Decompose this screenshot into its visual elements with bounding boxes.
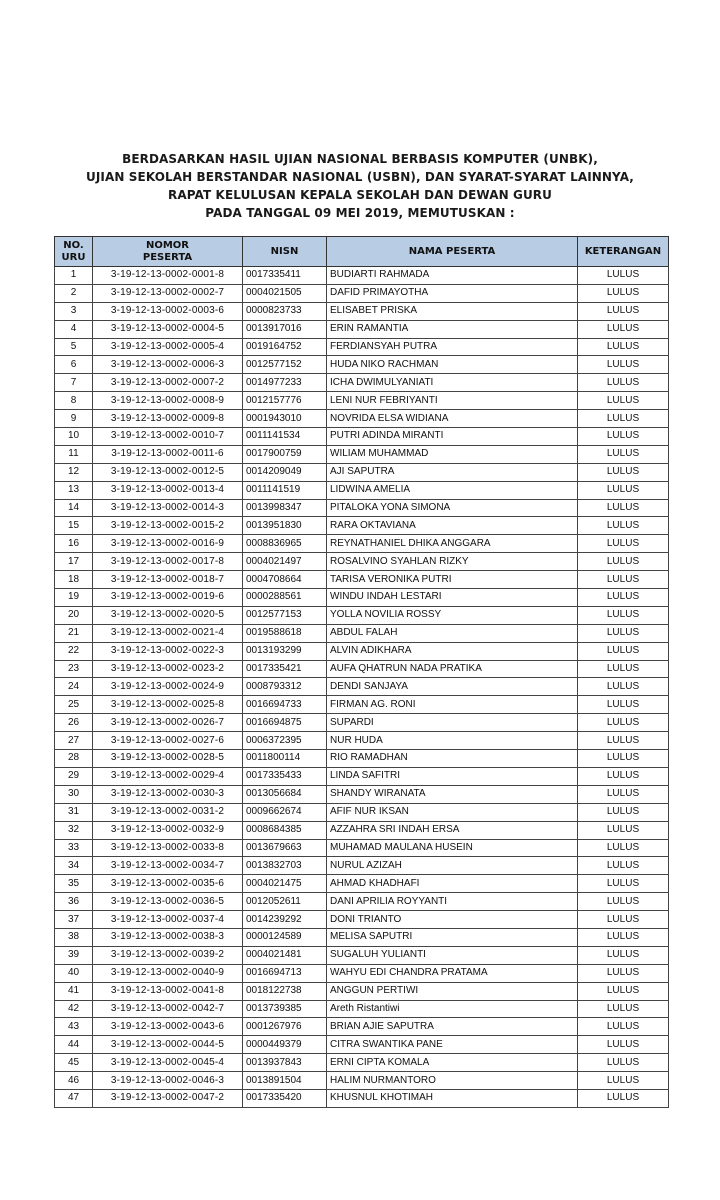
cell-nomor-peserta: 3-19-12-13-0002-0027-6 xyxy=(93,732,243,750)
cell-keterangan: LULUS xyxy=(578,481,669,499)
cell-nisn: 0004021481 xyxy=(243,946,327,964)
cell-keterangan: LULUS xyxy=(578,982,669,1000)
cell-nama-peserta: NUR HUDA xyxy=(327,732,578,750)
cell-keterangan: LULUS xyxy=(578,445,669,463)
cell-keterangan: LULUS xyxy=(578,678,669,696)
table-row xyxy=(55,857,669,875)
cell-nomor-peserta: 3-19-12-13-0002-0001-8 xyxy=(93,267,243,285)
cell-nama-peserta: DONI TRIANTO xyxy=(327,911,578,929)
cell-no-urut: 1 xyxy=(55,267,93,285)
cell-nama-peserta: AHMAD KHADHAFI xyxy=(327,875,578,893)
cell-nisn: 0016694733 xyxy=(243,696,327,714)
cell-nama-peserta: PUTRI ADINDA MIRANTI xyxy=(327,428,578,446)
cell-nomor-peserta: 3-19-12-13-0002-0044-5 xyxy=(93,1036,243,1054)
cell-nisn: 0013679663 xyxy=(243,839,327,857)
cell-no-urut: 32 xyxy=(55,821,93,839)
cell-nisn: 0004021505 xyxy=(243,284,327,302)
cell-nomor-peserta: 3-19-12-13-0002-0029-4 xyxy=(93,767,243,785)
cell-nomor-peserta: 3-19-12-13-0002-0047-2 xyxy=(93,1089,243,1107)
cell-nisn: 0004021475 xyxy=(243,875,327,893)
cell-nama-peserta: TARISA VERONIKA PUTRI xyxy=(327,571,578,589)
cell-keterangan: LULUS xyxy=(578,946,669,964)
cell-keterangan: LULUS xyxy=(578,714,669,732)
cell-keterangan: LULUS xyxy=(578,911,669,929)
table-row xyxy=(55,911,669,929)
cell-nama-peserta: AFIF NUR IKSAN xyxy=(327,803,578,821)
table-row xyxy=(55,499,669,517)
cell-nomor-peserta: 3-19-12-13-0002-0034-7 xyxy=(93,857,243,875)
table-row xyxy=(55,571,669,589)
cell-keterangan: LULUS xyxy=(578,463,669,481)
cell-nama-peserta: ELISABET PRISKA xyxy=(327,302,578,320)
cell-nisn: 0016694713 xyxy=(243,964,327,982)
cell-nomor-peserta: 3-19-12-13-0002-0039-2 xyxy=(93,946,243,964)
cell-nomor-peserta: 3-19-12-13-0002-0037-4 xyxy=(93,911,243,929)
cell-keterangan: LULUS xyxy=(578,374,669,392)
cell-nama-peserta: AUFA QHATRUN NADA PRATIKA xyxy=(327,660,578,678)
cell-nisn: 0008836965 xyxy=(243,535,327,553)
cell-no-urut: 15 xyxy=(55,517,93,535)
cell-keterangan: LULUS xyxy=(578,803,669,821)
cell-nomor-peserta: 3-19-12-13-0002-0017-8 xyxy=(93,553,243,571)
cell-nisn: 0013832703 xyxy=(243,857,327,875)
cell-no-urut: 3 xyxy=(55,302,93,320)
cell-nama-peserta: SUGALUH YULIANTI xyxy=(327,946,578,964)
table-row xyxy=(55,696,669,714)
cell-nomor-peserta: 3-19-12-13-0002-0045-4 xyxy=(93,1054,243,1072)
cell-no-urut: 37 xyxy=(55,911,93,929)
table-row xyxy=(55,893,669,911)
cell-no-urut: 20 xyxy=(55,606,93,624)
cell-no-urut: 8 xyxy=(55,392,93,410)
cell-keterangan: LULUS xyxy=(578,1072,669,1090)
table-row xyxy=(55,1036,669,1054)
cell-no-urut: 4 xyxy=(55,320,93,338)
cell-keterangan: LULUS xyxy=(578,732,669,750)
cell-nama-peserta: FERDIANSYAH PUTRA xyxy=(327,338,578,356)
cell-nisn: 0004021497 xyxy=(243,553,327,571)
cell-no-urut: 40 xyxy=(55,964,93,982)
cell-keterangan: LULUS xyxy=(578,839,669,857)
table-row xyxy=(55,946,669,964)
cell-no-urut: 25 xyxy=(55,696,93,714)
cell-keterangan: LULUS xyxy=(578,1089,669,1107)
cell-nomor-peserta: 3-19-12-13-0002-0031-2 xyxy=(93,803,243,821)
cell-nama-peserta: ICHA DWIMULYANIATI xyxy=(327,374,578,392)
table-row xyxy=(55,678,669,696)
cell-no-urut: 23 xyxy=(55,660,93,678)
cell-nama-peserta: WAHYU EDI CHANDRA PRATAMA xyxy=(327,964,578,982)
cell-nomor-peserta: 3-19-12-13-0002-0011-6 xyxy=(93,445,243,463)
table-row xyxy=(55,732,669,750)
table-row xyxy=(55,481,669,499)
cell-no-urut: 30 xyxy=(55,785,93,803)
cell-keterangan: LULUS xyxy=(578,320,669,338)
cell-nisn: 0013917016 xyxy=(243,320,327,338)
cell-nisn: 0019164752 xyxy=(243,338,327,356)
cell-keterangan: LULUS xyxy=(578,1000,669,1018)
table-row xyxy=(55,356,669,374)
cell-nama-peserta: HUDA NIKO RACHMAN xyxy=(327,356,578,374)
table-row xyxy=(55,374,669,392)
cell-nisn: 0014239292 xyxy=(243,911,327,929)
cell-nomor-peserta: 3-19-12-13-0002-0002-7 xyxy=(93,284,243,302)
cell-nisn: 0017335411 xyxy=(243,267,327,285)
heading-line-2: UJIAN SEKOLAH BERSTANDAR NASIONAL (USBN), DAN SYARAT-SYARAT LAINNYA, xyxy=(86,170,634,184)
cell-nisn: 0017335420 xyxy=(243,1089,327,1107)
cell-nomor-peserta: 3-19-12-13-0002-0012-5 xyxy=(93,463,243,481)
cell-keterangan: LULUS xyxy=(578,624,669,642)
table-row xyxy=(55,445,669,463)
table-row xyxy=(55,410,669,428)
cell-nomor-peserta: 3-19-12-13-0002-0042-7 xyxy=(93,1000,243,1018)
cell-nama-peserta: LINDA SAFITRI xyxy=(327,767,578,785)
cell-nomor-peserta: 3-19-12-13-0002-0020-5 xyxy=(93,606,243,624)
cell-nisn: 0014977233 xyxy=(243,374,327,392)
cell-nomor-peserta: 3-19-12-13-0002-0035-6 xyxy=(93,875,243,893)
heading-line-4: PADA TANGGAL 09 MEI 2019, MEMUTUSKAN : xyxy=(205,206,515,220)
cell-nisn: 0011141519 xyxy=(243,481,327,499)
cell-nama-peserta: ERNI CIPTA KOMALA xyxy=(327,1054,578,1072)
cell-nomor-peserta: 3-19-12-13-0002-0040-9 xyxy=(93,964,243,982)
cell-nama-peserta: CITRA SWANTIKA PANE xyxy=(327,1036,578,1054)
header-keterangan: KETERANGAN xyxy=(578,237,669,267)
cell-no-urut: 28 xyxy=(55,750,93,768)
cell-nomor-peserta: 3-19-12-13-0002-0019-6 xyxy=(93,589,243,607)
cell-keterangan: LULUS xyxy=(578,267,669,285)
cell-no-urut: 46 xyxy=(55,1072,93,1090)
cell-no-urut: 13 xyxy=(55,481,93,499)
cell-no-urut: 44 xyxy=(55,1036,93,1054)
cell-nisn: 0013998347 xyxy=(243,499,327,517)
table-row xyxy=(55,1089,669,1107)
cell-no-urut: 38 xyxy=(55,928,93,946)
cell-keterangan: LULUS xyxy=(578,428,669,446)
cell-no-urut: 42 xyxy=(55,1000,93,1018)
cell-nisn: 0016694875 xyxy=(243,714,327,732)
table-row xyxy=(55,1000,669,1018)
cell-nama-peserta: DENDI SANJAYA xyxy=(327,678,578,696)
cell-nama-peserta: DAFID PRIMAYOTHA xyxy=(327,284,578,302)
cell-nisn: 0001943010 xyxy=(243,410,327,428)
cell-no-urut: 9 xyxy=(55,410,93,428)
cell-no-urut: 5 xyxy=(55,338,93,356)
cell-nomor-peserta: 3-19-12-13-0002-0033-8 xyxy=(93,839,243,857)
table-row xyxy=(55,750,669,768)
table-row xyxy=(55,463,669,481)
cell-no-urut: 45 xyxy=(55,1054,93,1072)
cell-no-urut: 47 xyxy=(55,1089,93,1107)
cell-no-urut: 12 xyxy=(55,463,93,481)
cell-nomor-peserta: 3-19-12-13-0002-0046-3 xyxy=(93,1072,243,1090)
cell-nisn: 0017335433 xyxy=(243,767,327,785)
cell-keterangan: LULUS xyxy=(578,893,669,911)
cell-nama-peserta: ALVIN ADIKHARA xyxy=(327,642,578,660)
cell-nama-peserta: AJI SAPUTRA xyxy=(327,463,578,481)
cell-no-urut: 19 xyxy=(55,589,93,607)
cell-nisn: 0012577153 xyxy=(243,606,327,624)
cell-keterangan: LULUS xyxy=(578,410,669,428)
cell-keterangan: LULUS xyxy=(578,696,669,714)
cell-keterangan: LULUS xyxy=(578,875,669,893)
cell-nomor-peserta: 3-19-12-13-0002-0016-9 xyxy=(93,535,243,553)
cell-no-urut: 7 xyxy=(55,374,93,392)
cell-nomor-peserta: 3-19-12-13-0002-0018-7 xyxy=(93,571,243,589)
cell-nama-peserta: SUPARDI xyxy=(327,714,578,732)
table-header-row xyxy=(55,237,669,267)
cell-nisn: 0008684385 xyxy=(243,821,327,839)
cell-nomor-peserta: 3-19-12-13-0002-0013-4 xyxy=(93,481,243,499)
cell-nisn: 0014209049 xyxy=(243,463,327,481)
table-row xyxy=(55,1018,669,1036)
header-nomor-peserta xyxy=(93,237,243,267)
cell-nisn: 0017900759 xyxy=(243,445,327,463)
cell-nisn: 0013056684 xyxy=(243,785,327,803)
cell-nomor-peserta: 3-19-12-13-0002-0021-4 xyxy=(93,624,243,642)
cell-nomor-peserta: 3-19-12-13-0002-0006-3 xyxy=(93,356,243,374)
cell-keterangan: LULUS xyxy=(578,750,669,768)
cell-no-urut: 36 xyxy=(55,893,93,911)
cell-nama-peserta: MUHAMAD MAULANA HUSEIN xyxy=(327,839,578,857)
cell-nisn: 0018122738 xyxy=(243,982,327,1000)
cell-keterangan: LULUS xyxy=(578,338,669,356)
cell-nama-peserta: NURUL AZIZAH xyxy=(327,857,578,875)
cell-nomor-peserta: 3-19-12-13-0002-0005-4 xyxy=(93,338,243,356)
cell-nama-peserta: SHANDY WIRANATA xyxy=(327,785,578,803)
cell-nama-peserta: AZZAHRA SRI INDAH ERSA xyxy=(327,821,578,839)
cell-nama-peserta: ANGGUN PERTIWI xyxy=(327,982,578,1000)
cell-nisn: 0000449379 xyxy=(243,1036,327,1054)
cell-no-urut: 6 xyxy=(55,356,93,374)
cell-nomor-peserta: 3-19-12-13-0002-0028-5 xyxy=(93,750,243,768)
cell-keterangan: LULUS xyxy=(578,302,669,320)
cell-no-urut: 18 xyxy=(55,571,93,589)
cell-nama-peserta: WINDU INDAH LESTARI xyxy=(327,589,578,607)
cell-no-urut: 26 xyxy=(55,714,93,732)
cell-nisn: 0013739385 xyxy=(243,1000,327,1018)
cell-nomor-peserta: 3-19-12-13-0002-0023-2 xyxy=(93,660,243,678)
cell-no-urut: 24 xyxy=(55,678,93,696)
cell-nama-peserta: FIRMAN AG. RONI xyxy=(327,696,578,714)
table-row xyxy=(55,338,669,356)
cell-keterangan: LULUS xyxy=(578,1018,669,1036)
header-no-urut xyxy=(55,237,93,267)
cell-keterangan: LULUS xyxy=(578,392,669,410)
header-no-line2: URU xyxy=(61,251,86,263)
table-row xyxy=(55,589,669,607)
cell-no-urut: 16 xyxy=(55,535,93,553)
table-row xyxy=(55,624,669,642)
table-row xyxy=(55,875,669,893)
cell-nisn: 0013193299 xyxy=(243,642,327,660)
cell-keterangan: LULUS xyxy=(578,857,669,875)
cell-nama-peserta: RIO RAMADHAN xyxy=(327,750,578,768)
cell-nama-peserta: WILIAM MUHAMMAD xyxy=(327,445,578,463)
header-nisn: NISN xyxy=(243,237,327,267)
document-heading xyxy=(0,150,720,222)
table-row xyxy=(55,553,669,571)
cell-keterangan: LULUS xyxy=(578,821,669,839)
cell-nama-peserta: MELISA SAPUTRI xyxy=(327,928,578,946)
table-row xyxy=(55,642,669,660)
cell-no-urut: 17 xyxy=(55,553,93,571)
cell-nama-peserta: RARA OKTAVIANA xyxy=(327,517,578,535)
cell-nama-peserta: REYNATHANIEL DHIKA ANGGARA xyxy=(327,535,578,553)
cell-keterangan: LULUS xyxy=(578,1036,669,1054)
table-row xyxy=(55,928,669,946)
cell-no-urut: 33 xyxy=(55,839,93,857)
table-row xyxy=(55,785,669,803)
cell-nama-peserta: BUDIARTI RAHMADA xyxy=(327,267,578,285)
cell-no-urut: 21 xyxy=(55,624,93,642)
cell-nomor-peserta: 3-19-12-13-0002-0038-3 xyxy=(93,928,243,946)
table-row xyxy=(55,982,669,1000)
table-row xyxy=(55,660,669,678)
table-row xyxy=(55,714,669,732)
cell-keterangan: LULUS xyxy=(578,356,669,374)
cell-nisn: 0013937843 xyxy=(243,1054,327,1072)
cell-nomor-peserta: 3-19-12-13-0002-0015-2 xyxy=(93,517,243,535)
cell-nisn: 0004708664 xyxy=(243,571,327,589)
cell-keterangan: LULUS xyxy=(578,1054,669,1072)
table-row xyxy=(55,517,669,535)
cell-nama-peserta: KHUSNUL KHOTIMAH xyxy=(327,1089,578,1107)
cell-nomor-peserta: 3-19-12-13-0002-0022-3 xyxy=(93,642,243,660)
cell-nisn: 0006372395 xyxy=(243,732,327,750)
cell-no-urut: 22 xyxy=(55,642,93,660)
header-nama-peserta: NAMA PESERTA xyxy=(327,237,578,267)
cell-keterangan: LULUS xyxy=(578,589,669,607)
cell-nomor-peserta: 3-19-12-13-0002-0009-8 xyxy=(93,410,243,428)
cell-nisn: 0001267976 xyxy=(243,1018,327,1036)
cell-keterangan: LULUS xyxy=(578,535,669,553)
cell-nama-peserta: HALIM NURMANTORO xyxy=(327,1072,578,1090)
cell-nama-peserta: ABDUL FALAH xyxy=(327,624,578,642)
cell-keterangan: LULUS xyxy=(578,928,669,946)
cell-nomor-peserta: 3-19-12-13-0002-0014-3 xyxy=(93,499,243,517)
cell-no-urut: 27 xyxy=(55,732,93,750)
table-row xyxy=(55,1072,669,1090)
cell-nisn: 0017335421 xyxy=(243,660,327,678)
cell-no-urut: 34 xyxy=(55,857,93,875)
table-row xyxy=(55,839,669,857)
cell-nisn: 0000124589 xyxy=(243,928,327,946)
table-row xyxy=(55,267,669,285)
cell-no-urut: 10 xyxy=(55,428,93,446)
cell-nisn: 0011800114 xyxy=(243,750,327,768)
cell-nisn: 0013951830 xyxy=(243,517,327,535)
cell-nisn: 0011141534 xyxy=(243,428,327,446)
cell-nisn: 0009662674 xyxy=(243,803,327,821)
cell-keterangan: LULUS xyxy=(578,660,669,678)
cell-nomor-peserta: 3-19-12-13-0002-0041-8 xyxy=(93,982,243,1000)
cell-nomor-peserta: 3-19-12-13-0002-0004-5 xyxy=(93,320,243,338)
cell-nama-peserta: ERIN RAMANTIA xyxy=(327,320,578,338)
cell-nisn: 0008793312 xyxy=(243,678,327,696)
cell-nama-peserta: Areth Ristantiwi xyxy=(327,1000,578,1018)
header-peserta-line2: PESERTA xyxy=(142,251,193,263)
cell-keterangan: LULUS xyxy=(578,785,669,803)
cell-nama-peserta: LENI NUR FEBRIYANTI xyxy=(327,392,578,410)
cell-no-urut: 29 xyxy=(55,767,93,785)
table-row xyxy=(55,302,669,320)
cell-nama-peserta: ROSALVINO SYAHLAN RIZKY xyxy=(327,553,578,571)
cell-nama-peserta: YOLLA NOVILIA ROSSY xyxy=(327,606,578,624)
cell-keterangan: LULUS xyxy=(578,499,669,517)
cell-keterangan: LULUS xyxy=(578,284,669,302)
cell-nama-peserta: NOVRIDA ELSA WIDIANA xyxy=(327,410,578,428)
cell-no-urut: 14 xyxy=(55,499,93,517)
cell-nama-peserta: LIDWINA AMELIA xyxy=(327,481,578,499)
cell-nisn: 0012157776 xyxy=(243,392,327,410)
cell-keterangan: LULUS xyxy=(578,964,669,982)
cell-no-urut: 31 xyxy=(55,803,93,821)
table-row xyxy=(55,392,669,410)
cell-nomor-peserta: 3-19-12-13-0002-0036-5 xyxy=(93,893,243,911)
header-no-line1: NO. xyxy=(63,239,84,251)
cell-no-urut: 39 xyxy=(55,946,93,964)
table-row xyxy=(55,428,669,446)
heading-line-3: RAPAT KELULUSAN KEPALA SEKOLAH DAN DEWAN GURU xyxy=(168,188,552,202)
cell-no-urut: 35 xyxy=(55,875,93,893)
heading-line-1: BERDASARKAN HASIL UJIAN NASIONAL BERBASIS KOMPUTER (UNBK), xyxy=(122,152,598,166)
graduation-results-table xyxy=(54,236,669,1108)
cell-nomor-peserta: 3-19-12-13-0002-0010-7 xyxy=(93,428,243,446)
cell-nisn: 0019588618 xyxy=(243,624,327,642)
cell-nomor-peserta: 3-19-12-13-0002-0026-7 xyxy=(93,714,243,732)
cell-keterangan: LULUS xyxy=(578,767,669,785)
cell-nomor-peserta: 3-19-12-13-0002-0008-9 xyxy=(93,392,243,410)
cell-no-urut: 11 xyxy=(55,445,93,463)
cell-nama-peserta: DANI APRILIA ROYYANTI xyxy=(327,893,578,911)
cell-nomor-peserta: 3-19-12-13-0002-0043-6 xyxy=(93,1018,243,1036)
cell-keterangan: LULUS xyxy=(578,571,669,589)
cell-nomor-peserta: 3-19-12-13-0002-0025-8 xyxy=(93,696,243,714)
header-peserta-line1: NOMOR xyxy=(145,239,190,251)
cell-keterangan: LULUS xyxy=(578,517,669,535)
cell-keterangan: LULUS xyxy=(578,553,669,571)
cell-nisn: 0013891504 xyxy=(243,1072,327,1090)
table-row xyxy=(55,1054,669,1072)
cell-nomor-peserta: 3-19-12-13-0002-0030-3 xyxy=(93,785,243,803)
table-row xyxy=(55,284,669,302)
cell-nomor-peserta: 3-19-12-13-0002-0007-2 xyxy=(93,374,243,392)
cell-nisn: 0012577152 xyxy=(243,356,327,374)
cell-nomor-peserta: 3-19-12-13-0002-0024-9 xyxy=(93,678,243,696)
table-row xyxy=(55,821,669,839)
cell-nomor-peserta: 3-19-12-13-0002-0003-6 xyxy=(93,302,243,320)
table-row xyxy=(55,320,669,338)
table-row xyxy=(55,606,669,624)
table-body xyxy=(55,267,669,1108)
cell-nisn: 0000288561 xyxy=(243,589,327,607)
cell-nama-peserta: BRIAN AJIE SAPUTRA xyxy=(327,1018,578,1036)
table-row xyxy=(55,535,669,553)
cell-keterangan: LULUS xyxy=(578,606,669,624)
table-row xyxy=(55,767,669,785)
table-row xyxy=(55,803,669,821)
cell-keterangan: LULUS xyxy=(578,642,669,660)
cell-no-urut: 41 xyxy=(55,982,93,1000)
cell-nisn: 0012052611 xyxy=(243,893,327,911)
cell-nisn: 0000823733 xyxy=(243,302,327,320)
cell-nomor-peserta: 3-19-12-13-0002-0032-9 xyxy=(93,821,243,839)
table-row xyxy=(55,964,669,982)
cell-no-urut: 43 xyxy=(55,1018,93,1036)
cell-nama-peserta: PITALOKA YONA SIMONA xyxy=(327,499,578,517)
cell-no-urut: 2 xyxy=(55,284,93,302)
